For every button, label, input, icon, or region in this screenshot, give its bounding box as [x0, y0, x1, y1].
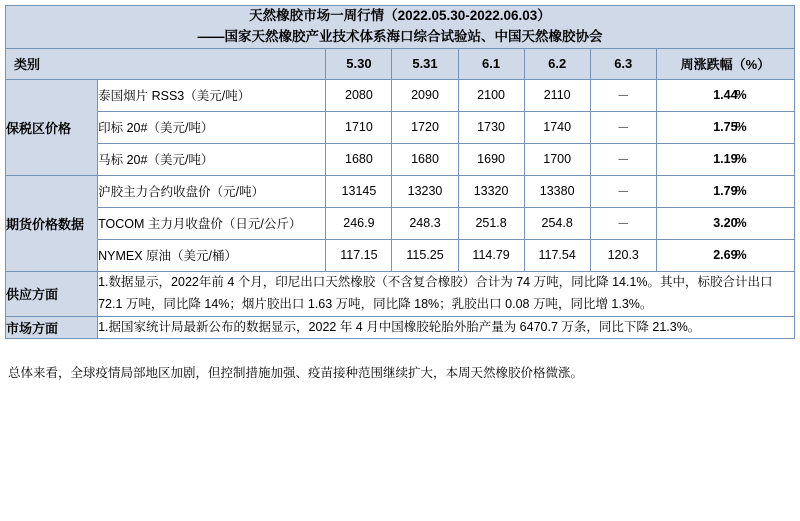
note-text-supply: 1.数据显示，2022年前 4 个月，印尼出口天然橡胶（不含复合橡胶）合计为 74 万吨，同比降 14.1%。其中，标胶合计出口 72.1 万吨，同比降 14%；烟片胶出口 1.63 万吨，同比降 18%；乳胶出口 0.08 万吨，同比增 1.3%。: [98, 271, 795, 316]
value-cell: 2100: [458, 79, 524, 111]
header-date-0531: 5.31: [392, 48, 458, 79]
item-label: 马标 20#（美元/吨）: [98, 143, 326, 175]
value-cell: 120.3: [590, 239, 656, 271]
table-row: [6, 207, 795, 239]
weekly-change-cell: [656, 79, 794, 111]
value-cell: 2090: [392, 79, 458, 111]
change-value: 1.19: [713, 152, 738, 167]
header-date-0601: 6.1: [458, 48, 524, 79]
note-text-market: 1.据国家统计局最新公布的数据显示，2022 年 4 月中国橡胶轮胎外胎产量为 6470.7 万条，同比下降 21.3%。: [98, 316, 795, 339]
category-bonded-zone: 保税区价格: [6, 79, 98, 175]
value-cell: 1720: [392, 111, 458, 143]
rubber-market-table: [5, 5, 795, 339]
change-unit: %: [735, 88, 747, 103]
report-page: [0, 5, 800, 521]
weekly-change-cell: [656, 175, 794, 207]
header-weekly-change: 周涨跌幅（%）: [656, 48, 794, 79]
value-cell: 1740: [524, 111, 590, 143]
value-cell: 114.79: [458, 239, 524, 271]
value-cell: －: [590, 175, 656, 207]
change-value: 2.69: [713, 248, 738, 263]
value-cell: 13320: [458, 175, 524, 207]
table-row: [6, 271, 795, 316]
value-cell: 1680: [326, 143, 392, 175]
change-unit: %: [735, 152, 747, 167]
value-cell: 1730: [458, 111, 524, 143]
value-cell: －: [590, 207, 656, 239]
change-unit: %: [735, 184, 747, 199]
value-cell: 1680: [392, 143, 458, 175]
weekly-change-cell: [656, 207, 794, 239]
value-cell: 13380: [524, 175, 590, 207]
change-value: 1.44: [713, 88, 738, 103]
value-cell: 248.3: [392, 207, 458, 239]
table-row: [6, 143, 795, 175]
report-title: [6, 6, 795, 49]
item-label: TOCOM 主力月收盘价（日元/公斤）: [98, 207, 326, 239]
change-value: 1.79: [713, 184, 738, 199]
header-date-0602: 6.2: [524, 48, 590, 79]
note-label-market: 市场方面: [6, 316, 98, 339]
change-unit: %: [735, 248, 747, 263]
value-cell: 251.8: [458, 207, 524, 239]
value-cell: 115.25: [392, 239, 458, 271]
value-cell: 13230: [392, 175, 458, 207]
item-label: 印标 20#（美元/吨）: [98, 111, 326, 143]
weekly-change-cell: [656, 239, 794, 271]
weekly-change-cell: [656, 111, 794, 143]
item-label: 泰国烟片 RSS3（美元/吨）: [98, 79, 326, 111]
value-cell: 13145: [326, 175, 392, 207]
item-label: NYMEX 原油（美元/桶）: [98, 239, 326, 271]
value-cell: 1690: [458, 143, 524, 175]
value-cell: －: [590, 143, 656, 175]
title-row: [6, 6, 795, 49]
change-value: 1.75: [713, 120, 738, 135]
title-line-1: 天然橡胶市场一周行情（2022.05.30-2022.06.03）: [249, 8, 551, 23]
header-date-0603: 6.3: [590, 48, 656, 79]
change-value: 3.20: [713, 216, 738, 231]
value-cell: 117.54: [524, 239, 590, 271]
change-unit: %: [735, 216, 747, 231]
value-cell: 246.9: [326, 207, 392, 239]
title-line-2: ——国家天然橡胶产业技术体系海口综合试验站、中国天然橡胶协会: [197, 28, 603, 44]
value-cell: 2110: [524, 79, 590, 111]
value-cell: －: [590, 79, 656, 111]
category-futures: 期货价格数据: [6, 175, 98, 271]
summary-paragraph: 总体来看，全球疫情局部地区加剧，但控制措施加强、疫苗接种范围继续扩大，本周天然橡胶价格微涨。: [8, 366, 584, 381]
header-date-0530: 5.30: [326, 48, 392, 79]
value-cell: 1710: [326, 111, 392, 143]
value-cell: 1700: [524, 143, 590, 175]
value-cell: －: [590, 111, 656, 143]
note-label-supply: 供应方面: [6, 271, 98, 316]
header-category: 类别: [6, 48, 326, 79]
value-cell: 254.8: [524, 207, 590, 239]
table-row: [6, 239, 795, 271]
change-unit: %: [735, 120, 747, 135]
header-row: [6, 48, 795, 79]
item-label: 沪胶主力合约收盘价（元/吨）: [98, 175, 326, 207]
table-row: [6, 111, 795, 143]
value-cell: 117.15: [326, 239, 392, 271]
table-row: [6, 175, 795, 207]
weekly-change-cell: [656, 143, 794, 175]
table-row: [6, 316, 795, 339]
value-cell: 2080: [326, 79, 392, 111]
table-row: [6, 79, 795, 111]
